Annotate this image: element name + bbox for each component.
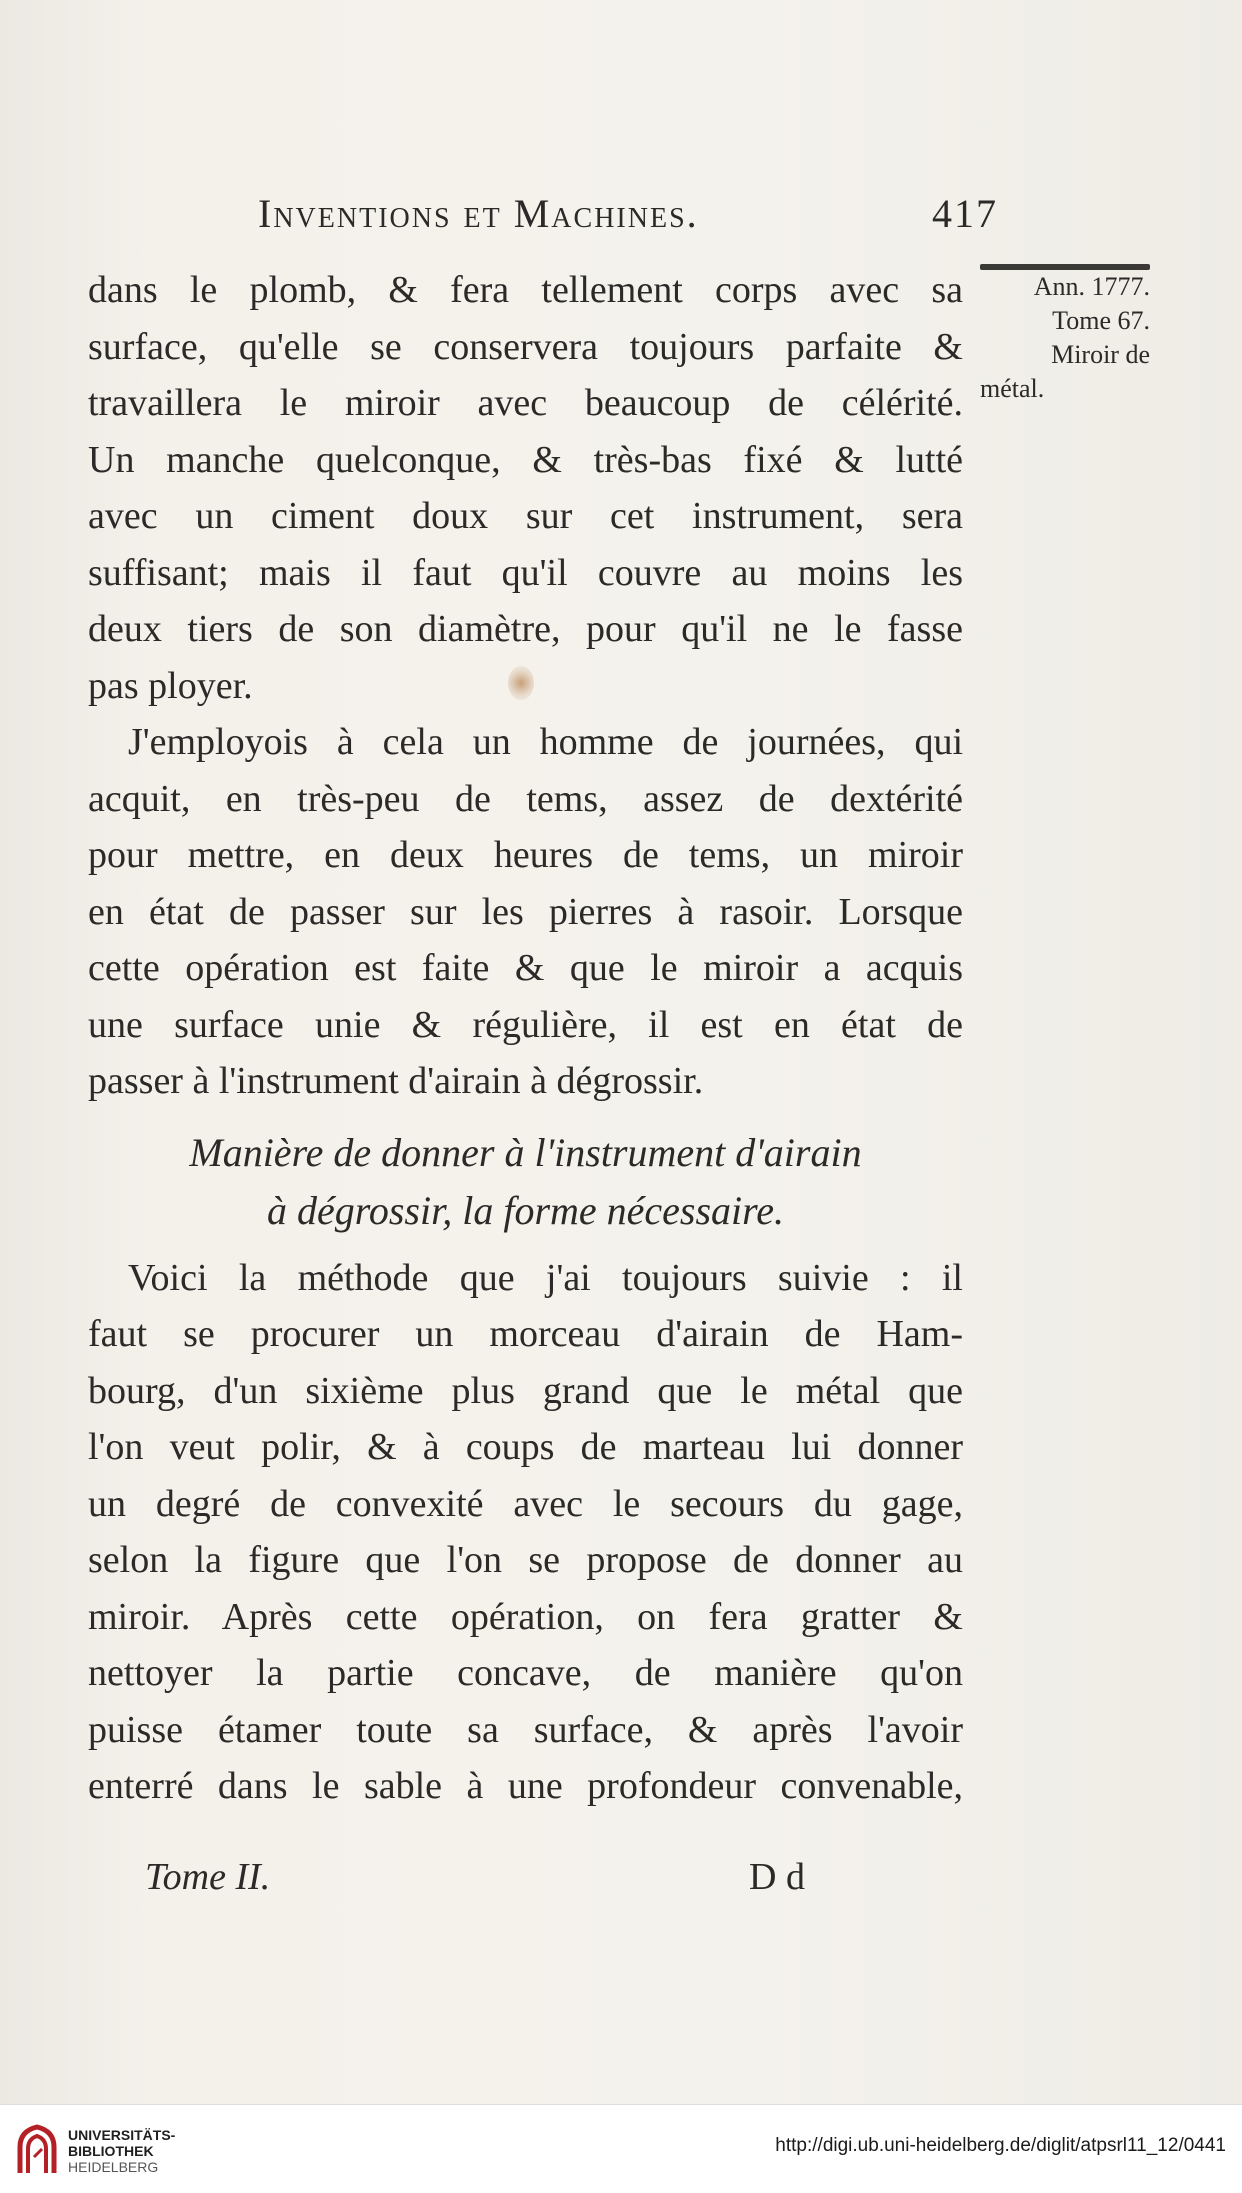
text-line: travaillera le miroir avec beaucoup de célérité. [88,382,963,424]
viewer-footer-bar [0,2104,1242,2193]
text-line: une surface unie & régulière, il est en état de [88,1003,963,1046]
library-name-line: HEIDELBERG [68,2159,159,2175]
text-line: dans le plomb, & fera tellement corps avec sa [88,269,963,311]
header-title: Inventions et Machines. [258,191,699,236]
margin-note-subject-cont: métal. [980,374,1045,403]
text-line: l'on veut polir, & à coups de marteau lui donner [88,1426,963,1468]
text-line: en état de passer sur les pierres à rasoir. Lorsque [88,890,963,933]
paragraph-1 [88,262,963,714]
text-line: suffisant; mais il faut qu'il couvre au moins les [88,551,963,594]
text-line: acquit, en très-peu de tems, assez de dextérité [88,777,963,820]
text-line: bourg, d'un sixième plus grand que le métal que [88,1369,963,1412]
section-title [88,1124,963,1240]
text-line: Un manche quelconque, & très-bas fixé & lutté [88,438,963,481]
university-library-logo-icon[interactable] [12,2117,62,2181]
margin-note-tome: Tome 67. [1052,306,1150,335]
margin-note-year: Ann. 1777. [1033,272,1150,301]
section-title-line: à dégrossir, la forme nécessaire. [267,1187,784,1233]
page-number: 417 [932,191,998,236]
text-line: faut se procurer un morceau d'airain de Ham- [88,1313,963,1355]
text-line: deux tiers de son diamètre, pour qu'il ne le fasse [88,608,963,650]
body-text [88,262,963,1815]
text-line: puisse étamer toute sa surface, & après l'avoir [88,1708,963,1751]
library-name-line: UNIVERSITÄTS- [68,2127,176,2143]
paragraph-2 [88,714,963,1110]
text-line: avec un ciment doux sur cet instrument, sera [88,495,963,537]
text-line: J'employois à cela un homme de journées, qui [128,721,963,763]
permalink-url[interactable]: http://digi.ub.uni-heidelberg.de/diglit/atpsrl11_12/0441 [775,2135,1226,2156]
margin-note-subject: Miroir de [1051,340,1150,369]
text-line: Voici la méthode que j'ai toujours suivie : il [128,1256,963,1299]
text-line: cette opération est faite & que le miroir a acquis [88,947,963,989]
text-line: pas ployer. [88,664,253,707]
margin-note [980,270,1150,406]
paragraph-3 [88,1250,963,1815]
footer-tome: Tome II. [145,1856,271,1898]
margin-rule [980,264,1150,270]
signature-mark: D d [749,1856,805,1898]
library-name-line: BIBLIOTHEK [68,2143,154,2159]
section-title-line: Manière de donner à l'instrument d'airain [189,1129,862,1175]
page-footer [145,1855,805,1911]
text-line: selon la figure que l'on se propose de donner au [88,1539,963,1581]
text-line: surface, qu'elle se conservera toujours parfaite & [88,325,963,368]
text-line: pour mettre, en deux heures de tems, un miroir [88,834,963,876]
library-name[interactable] [68,2127,175,2175]
text-line: enterré dans le sable à une profondeur convenable, [88,1765,963,1807]
running-header [258,190,998,250]
text-line: nettoyer la partie concave, de manière qu'on [88,1652,963,1694]
text-line: un degré de convexité avec le secours du gage, [88,1482,963,1525]
text-line: passer à l'instrument d'airain à dégrossir. [88,1060,704,1102]
text-line: miroir. Après cette opération, on fera gratter & [88,1595,963,1638]
